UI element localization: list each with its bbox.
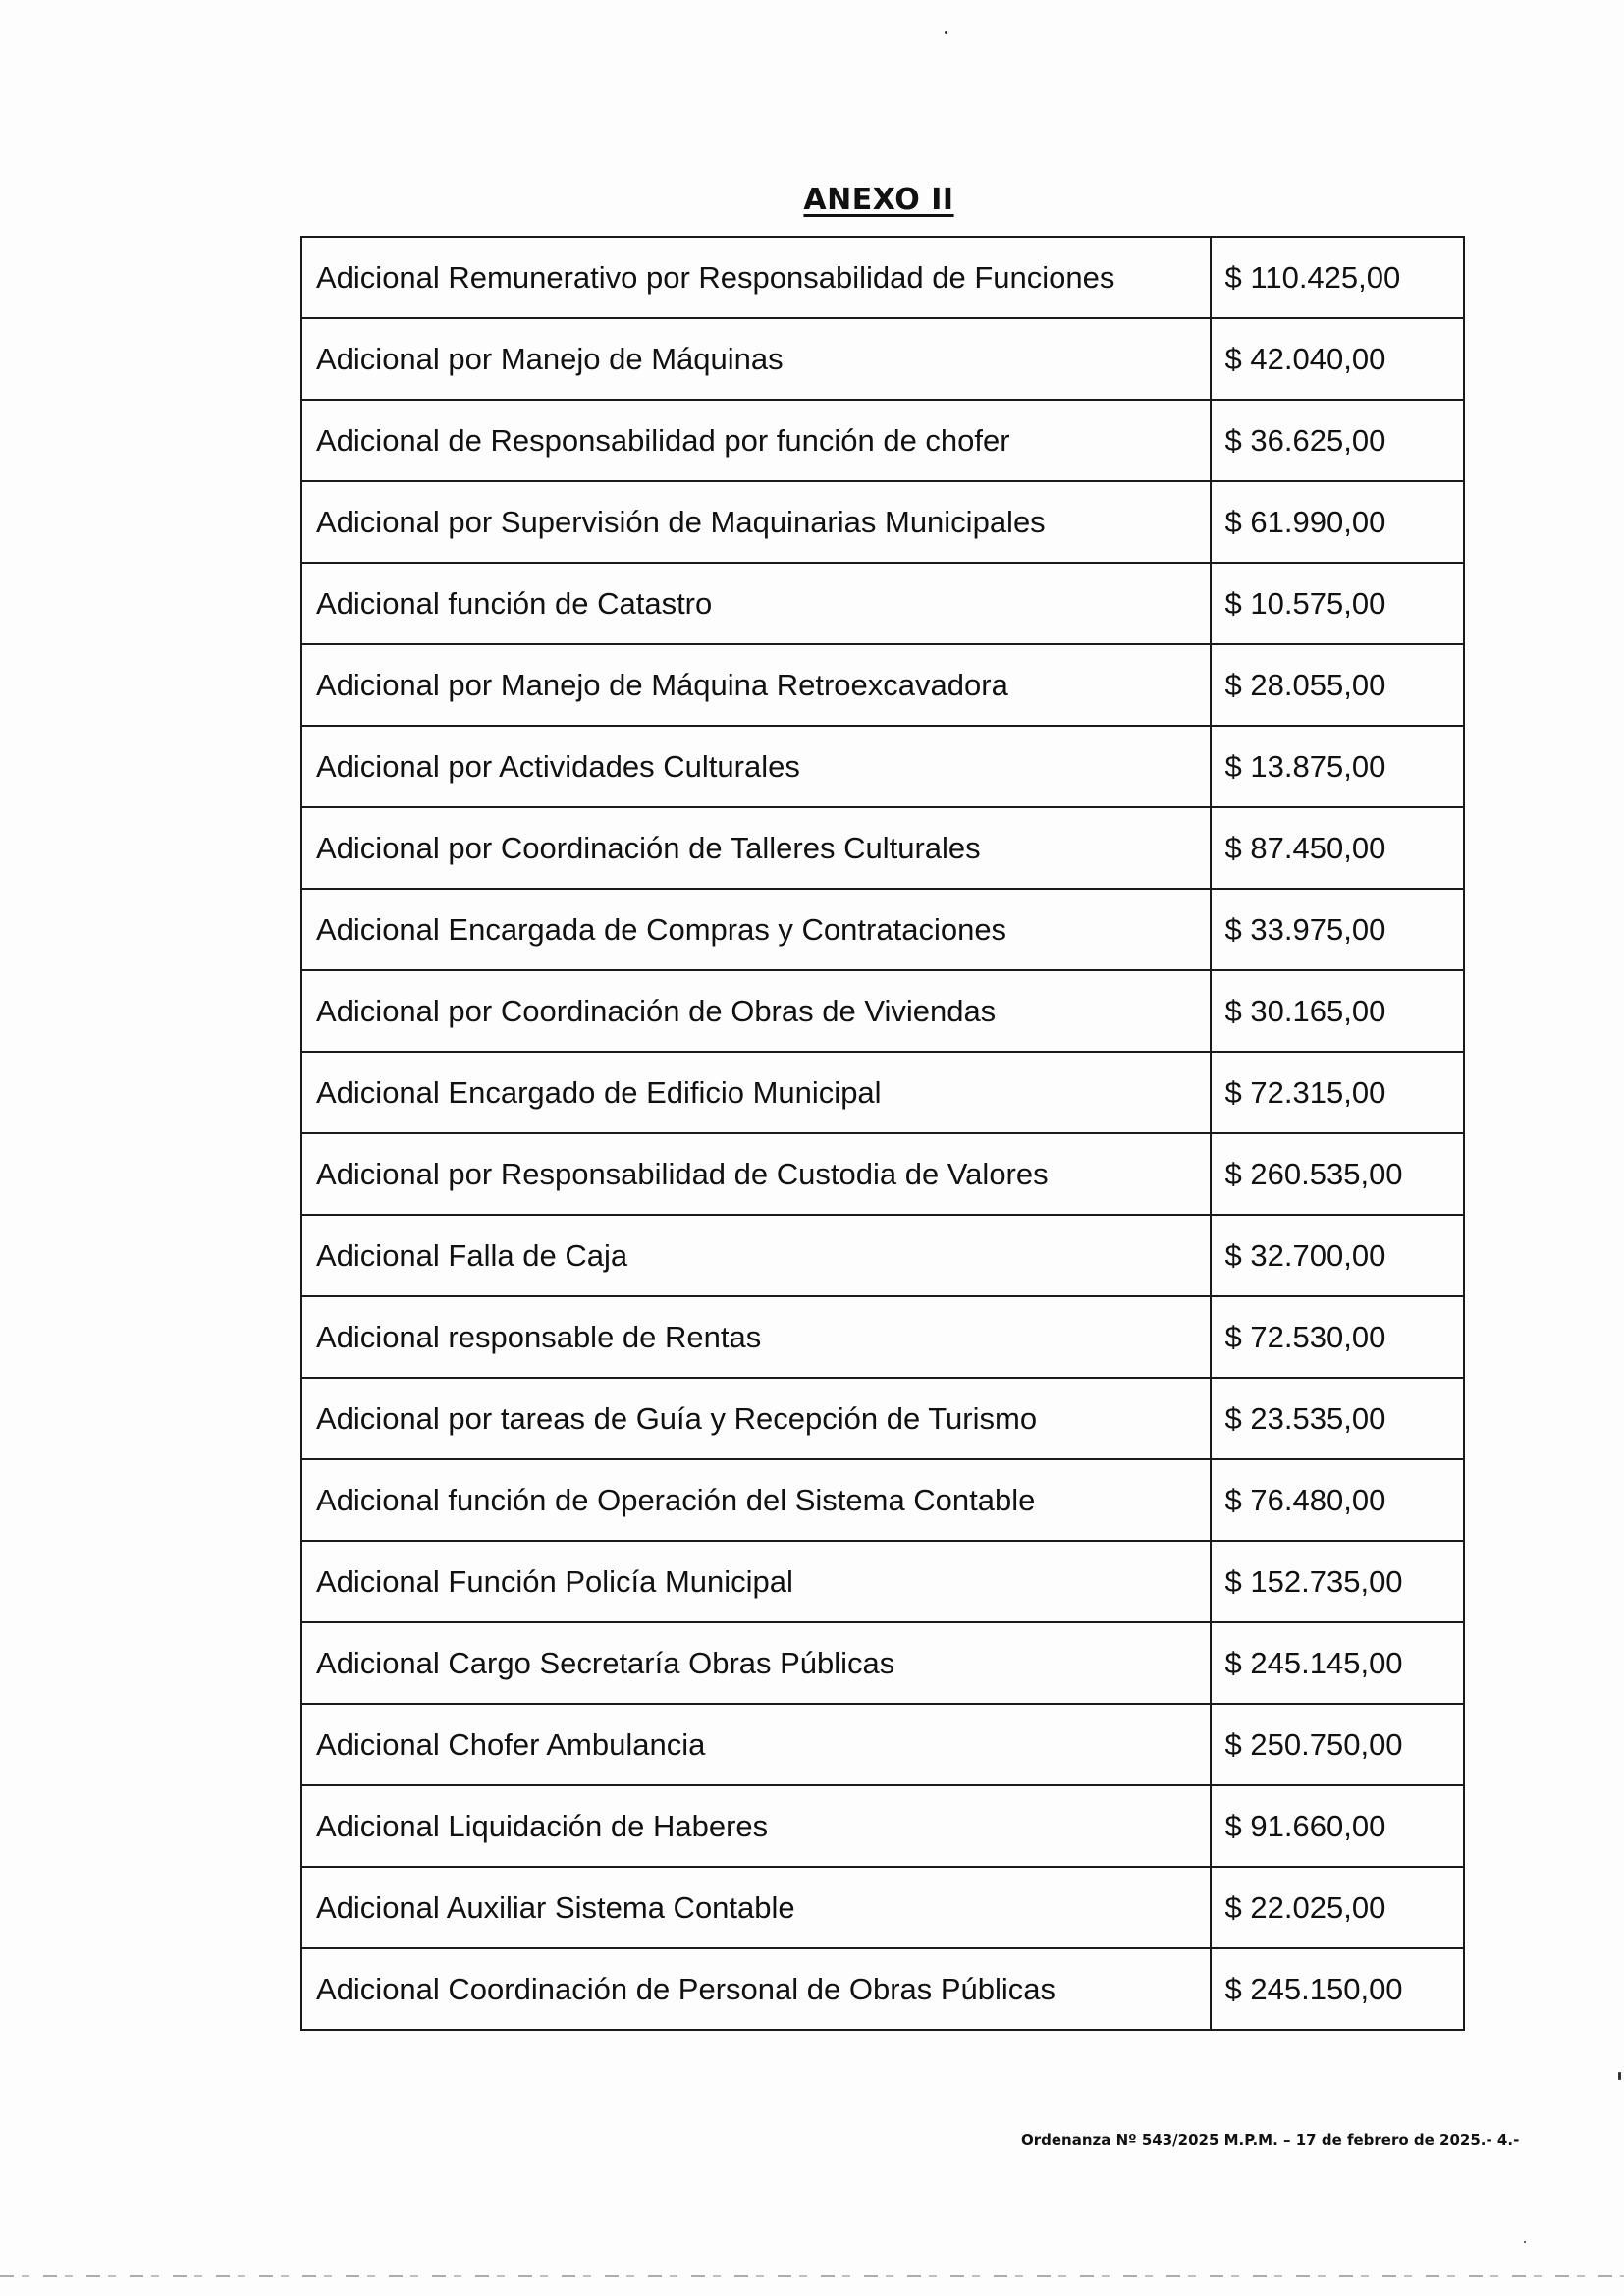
scan-edge-artifact [0,2275,1624,2277]
row-description: Adicional de Responsabilidad por función de chofer [301,400,1211,481]
table-row [301,1785,1464,1867]
row-amount: $ 76.480,00 [1211,1459,1464,1541]
row-amount: $ 72.530,00 [1211,1296,1464,1378]
row-amount: $ 13.875,00 [1211,726,1464,807]
table-row [301,563,1464,644]
row-amount: $ 72.315,00 [1211,1052,1464,1133]
row-amount: $ 36.625,00 [1211,400,1464,481]
annex-table [300,236,1465,2031]
row-amount: $ 10.575,00 [1211,563,1464,644]
row-description: Adicional por Coordinación de Obras de Viviendas [301,970,1211,1052]
row-description: Adicional Coordinación de Personal de Obras Públicas [301,1948,1211,2030]
document-title: ANEXO II [803,183,954,217]
row-description: Adicional función de Operación del Sistema Contable [301,1459,1211,1541]
row-description: Adicional Auxiliar Sistema Contable [301,1867,1211,1948]
row-amount: $ 42.040,00 [1211,318,1464,400]
row-amount: $ 28.055,00 [1211,644,1464,726]
row-description: Adicional por tareas de Guía y Recepción de Turismo [301,1378,1211,1459]
row-amount: $ 250.750,00 [1211,1704,1464,1785]
row-description: Adicional por Manejo de Máquina Retroexcavadora [301,644,1211,726]
row-description: Adicional por Manejo de Máquinas [301,318,1211,400]
table-row [301,1459,1464,1541]
footer-reference: Ordenanza Nº 543/2025 M.P.M. – 17 de febrero de 2025.- 4.- [1021,2131,1520,2149]
table-row [301,1215,1464,1296]
table-row [301,1948,1464,2030]
row-description: Adicional por Actividades Culturales [301,726,1211,807]
table-row [301,1704,1464,1785]
table-row [301,807,1464,889]
row-description: Adicional Liquidación de Haberes [301,1785,1211,1867]
row-amount: $ 23.535,00 [1211,1378,1464,1459]
scan-speck [945,31,947,34]
table-row [301,1133,1464,1215]
table-row [301,726,1464,807]
row-amount: $ 30.165,00 [1211,970,1464,1052]
row-amount: $ 22.025,00 [1211,1867,1464,1948]
scan-speck [1524,2241,1526,2243]
row-amount: $ 260.535,00 [1211,1133,1464,1215]
table-row [301,1052,1464,1133]
row-amount: $ 91.660,00 [1211,1785,1464,1867]
row-description: Adicional Falla de Caja [301,1215,1211,1296]
table-row [301,1622,1464,1704]
scan-speck [1618,2072,1621,2080]
row-amount: $ 32.700,00 [1211,1215,1464,1296]
row-amount: $ 245.150,00 [1211,1948,1464,2030]
table-row [301,1296,1464,1378]
row-description: Adicional Remunerativo por Responsabilidad de Funciones [301,237,1211,318]
row-description: Adicional Chofer Ambulancia [301,1704,1211,1785]
row-description: Adicional por Responsabilidad de Custodia de Valores [301,1133,1211,1215]
row-amount: $ 87.450,00 [1211,807,1464,889]
row-description: Adicional responsable de Rentas [301,1296,1211,1378]
table-row [301,400,1464,481]
table-row [301,1541,1464,1622]
table-row [301,318,1464,400]
row-amount: $ 245.145,00 [1211,1622,1464,1704]
table-row [301,970,1464,1052]
row-amount: $ 33.975,00 [1211,889,1464,970]
row-amount: $ 110.425,00 [1211,237,1464,318]
row-amount: $ 152.735,00 [1211,1541,1464,1622]
row-description: Adicional Encargada de Compras y Contrataciones [301,889,1211,970]
annex-table-body [301,237,1464,2030]
table-row [301,1867,1464,1948]
row-description: Adicional función de Catastro [301,563,1211,644]
table-row [301,481,1464,563]
table-row [301,1378,1464,1459]
row-description: Adicional Función Policía Municipal [301,1541,1211,1622]
row-amount: $ 61.990,00 [1211,481,1464,563]
row-description: Adicional Cargo Secretaría Obras Públicas [301,1622,1211,1704]
table-row [301,889,1464,970]
table-row [301,237,1464,318]
table-row [301,644,1464,726]
row-description: Adicional por Supervisión de Maquinarias Municipales [301,481,1211,563]
row-description: Adicional Encargado de Edificio Municipal [301,1052,1211,1133]
row-description: Adicional por Coordinación de Talleres Culturales [301,807,1211,889]
